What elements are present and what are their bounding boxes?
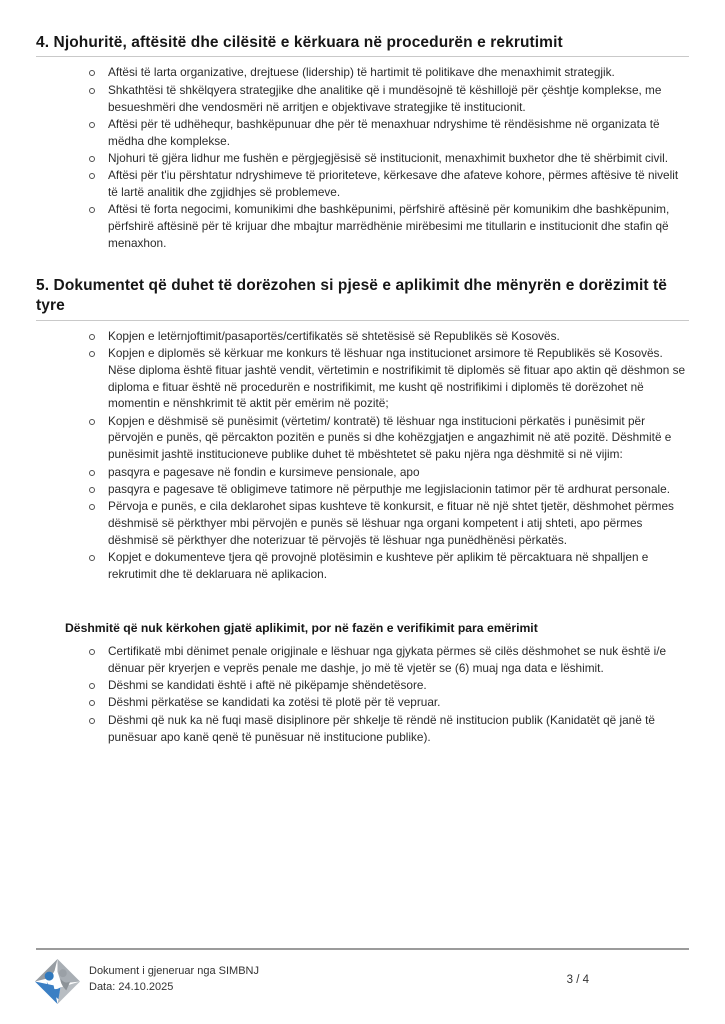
list-item: Aftësi të forta negocimi, komunikimi dhe bashkëpunimi, përfshirë aftësinë për komunikim dhe bashkëpunim, përfshirë aftësinë për të krijuar dhe mbajtur marrëdhënie mirëbesimi me titullarin e institucionit dhe stafin që menaxhon. <box>88 201 687 251</box>
list-item: Kopjen e letërnjoftimit/pasaportës/certifikatës së shtetësisë së Republikës së Kosovës. <box>88 328 687 345</box>
list-item: Dëshmi përkatëse se kandidati ka zotësi të plotë për të vepruar. <box>88 694 687 711</box>
list-item: Kopjet e dokumenteve tjera që provojnë plotësimin e kushteve për aplikim të përcaktuara në shpalljen e rekrutimit dhe të deklaruara në aplikacion. <box>88 549 687 583</box>
footer-date-text: Data: 24.10.2025 <box>89 981 174 993</box>
page-footer <box>36 948 689 1005</box>
page-number: 3 / 4 <box>566 974 589 986</box>
section-5 <box>36 276 689 583</box>
document-page <box>36 33 689 746</box>
list-item: Aftësi të larta organizative, drejtuese (lidership) të hartimit të politikave dhe menaxhimit strategjik. <box>88 64 687 81</box>
list-item: Shkathtësi të shkëlqyera strategjike dhe analitike që i mundësojnë të këshillojë për çështje komplekse, me besueshmëri dhe vendosmëri në arritjen e objektivave strategjike të institucionit. <box>88 82 687 116</box>
list-item: Dëshmi që nuk ka në fuqi masë disiplinore për shkelje të rëndë në institucion publik (Kanidatët që janë të punësuar apo kanë qenë të punësuar në institucione publike). <box>88 712 687 746</box>
list-item: Kopjen e diplomës së kërkuar me konkurs të lëshuar nga institucionet arsimore të Republikës së Kosovës. Nëse diploma është fituar jashtë vendit, vërtetimin e nostrifikimit të diplomës së fituar apo aktin që dëshmon se diploma e fituar është në procedurën e nostrifikimit, me kusht që nostrifikimi i diplomës të dorëzohet në momentin e nënshkrimit të aktit për emërim në pozitë; <box>88 345 687 412</box>
list-item: Dëshmi se kandidati është i aftë në pikëpamje shëndetësore. <box>88 677 687 694</box>
section-4 <box>36 33 689 252</box>
list-item: Kopjen e dëshmisë së punësimit (vërtetim/ kontratë) të lëshuar nga institucioni përkatës i punësimit për përvojën e punës, që përcakton pozitën e punës si dhe kohëzgjatjen e angazhimit në atë pozitë. Dëshmitë e punësimit jashtë institucioneve publike duhet të mbështetet së paku njëra nga dëshmitë si në vijim: <box>88 413 687 463</box>
section-5-bullet-list <box>36 328 689 583</box>
footer-text-block <box>89 958 259 995</box>
verification-subheading: Dëshmitë që nuk kërkohen gjatë aplikimit, por në fazën e verifikimit para emërimit <box>65 620 538 635</box>
list-item: pasqyra e pagesave në fondin e kursimeve pensionale, apo <box>88 464 687 481</box>
list-item: Aftësi për të udhëhequr, bashkëpunuar dhe për të menaxhuar ndryshime të rëndësishme në organizata të mëdha dhe komplekse. <box>88 116 687 150</box>
verification-bullet-list <box>36 643 689 745</box>
list-item: Përvoja e punës, e cila deklarohet sipas kushteve të konkursit, e fituar në një shtet tjetër, dëshmohet përmes dëshmisë së përkthyer mbi përvojën e punës së lëshuar nga organi kompetent i atij shteti, apo përmes dëshmisë së përkthyer dhe noterizuar të përvojës të lëshuar nga punëdhënësi përkatës. <box>88 498 687 548</box>
list-item: Njohuri të gjëra lidhur me fushën e përgjegjësisë së institucionit, menaxhimit buxhetor dhe të shërbimit civil. <box>88 150 687 167</box>
list-item: Certifikatë mbi dënimet penale origjinale e lëshuar nga gjykata përmes së cilës dëshmohet se nuk është i/e dënuar për kryerjen e veprës penale me dashje, jo më të vjetër se (6) muaj nga data e lëshimit. <box>88 643 687 677</box>
section-4-title: 4. Njohuritë, aftësitë dhe cilësitë e kërkuara në procedurën e rekrutimit <box>36 33 689 57</box>
list-item: Aftësi për t'iu përshtatur ndryshimeve të prioriteteve, kërkesave dhe afateve kohore, përmes aftësive të nivelit të lartë analitik dhe zgjidhjes së problemeve. <box>88 167 687 201</box>
section-5-title: 5. Dokumentet që duhet të dorëzohen si pjesë e aplikimit dhe mënyrën e dorëzimit të tyre <box>36 276 689 321</box>
list-item: pasqyra e pagesave të obligimeve tatimore në përputhje me legjislacionin tatimor për të ardhurat personale. <box>88 481 687 498</box>
section-4-bullet-list <box>36 64 689 251</box>
simbnj-logo-icon <box>34 958 81 1005</box>
footer-generated-text: Dokument i gjeneruar nga SIMBNJ <box>89 965 259 977</box>
